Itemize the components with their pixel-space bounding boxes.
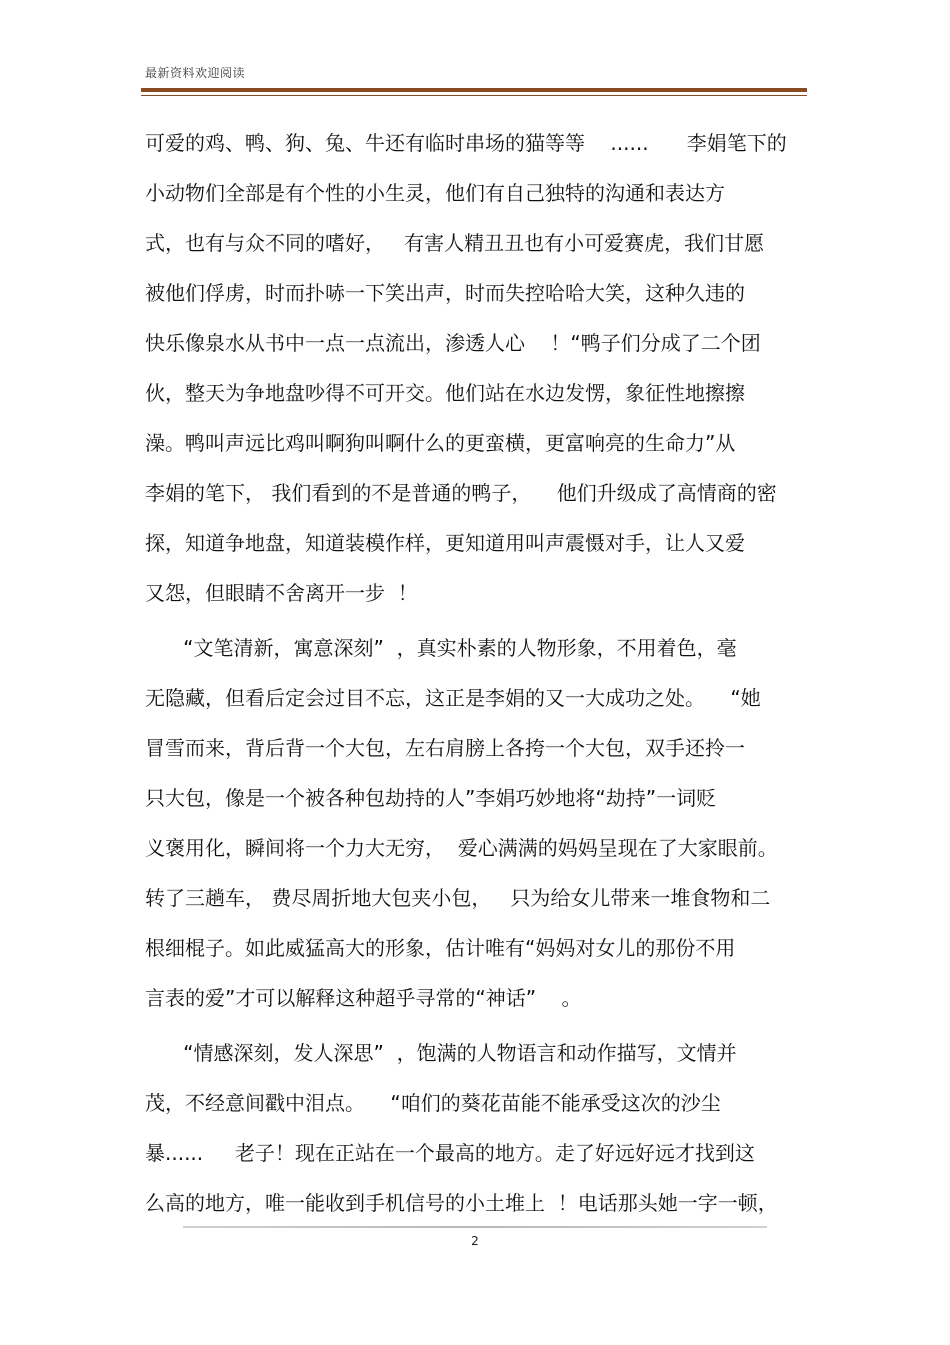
footer-divider — [183, 1226, 767, 1228]
header-divider-thin — [141, 95, 807, 96]
body-line: 冒雪而来，背后背一个大包，左右肩膀上各挎一个大包，双手还拎一 — [145, 736, 745, 760]
body-line: 式，也有与众不同的嗜好， 有害人精丑丑也有小可爱赛虎，我们甘愿 — [145, 231, 765, 255]
body-line: 伙，整天为争地盘吵得不可开交。他们站在水边发愣，象征性地擦擦 — [145, 381, 745, 405]
body-line: 转了三趟车， 费尽周折地大包夹小包， 只为给女儿带来一堆食物和二 — [145, 886, 771, 910]
body-line: 可爱的鸡、鸭、狗、兔、牛还有临时串场的猫等等 ...... 李娟笔下的 — [145, 131, 787, 155]
page-number: 2 — [471, 1234, 479, 1248]
header-divider-thick — [141, 88, 807, 92]
body-line: 无隐藏，但看后定会过目不忘，这正是李娟的又一大成功之处。 “她 — [145, 686, 761, 710]
body-line: 小动物们全部是有个性的小生灵，他们有自己独特的沟通和表达方 — [145, 181, 725, 205]
page-header-title: 最新资料欢迎阅读 — [145, 66, 246, 80]
paragraph-start-line: “情感深刻，发人深思” ，饱满的人物语言和动作描写，文情并 — [145, 1041, 737, 1065]
body-line: 被他们俘虏，时而扑哧一下笑出声，时而失控哈哈大笑，这种久违的 — [145, 281, 745, 305]
body-line: 探，知道争地盘，知道装模作样，更知道用叫声震慑对手，让人又爱 — [145, 531, 745, 555]
body-line: 茂，不经意间戳中泪点。 “咱们的葵花苗能不能承受这次的沙尘 — [145, 1091, 721, 1115]
body-line: 李娟的笔下， 我们看到的不是普通的鸭子， 他们升级成了高情商的密 — [145, 481, 777, 505]
body-line: 义褒用化，瞬间将一个力大无穷， 爱心满满的妈妈呈现在了大家眼前。 — [145, 836, 778, 860]
body-line: 只大包，像是一个被各种包劫持的人”李娟巧妙地将“劫持”一词贬 — [145, 786, 717, 810]
body-line: 根细棍子。如此威猛高大的形象，估计唯有“妈妈对女儿的那份不用 — [145, 936, 736, 960]
paragraph-start-line: “文笔清新，寓意深刻” ，真实朴素的人物形象，不用着色，毫 — [145, 636, 737, 660]
body-line: 又怨，但眼睛不舍离开一步 ！ — [145, 581, 418, 605]
body-line: 暴...... 老子！现在正站在一个最高的地方。走了好远好远才找到这 — [145, 1141, 755, 1165]
body-line: 澡。鸭叫声远比鸡叫啊狗叫啊什么的更蛮横，更富响亮的生命力”从 — [145, 431, 736, 455]
body-line: 么高的地方，唯一能收到手机信号的小土堆上 ！电话那头她一字一顿， — [145, 1191, 778, 1215]
document-body — [145, 118, 825, 1228]
body-line: 快乐像泉水从书中一点一点流出，渗透人心 ！“鸭子们分成了二个团 — [145, 331, 761, 355]
body-line: 言表的爱”才可以解释这种超乎寻常的“神话” 。 — [145, 986, 582, 1010]
